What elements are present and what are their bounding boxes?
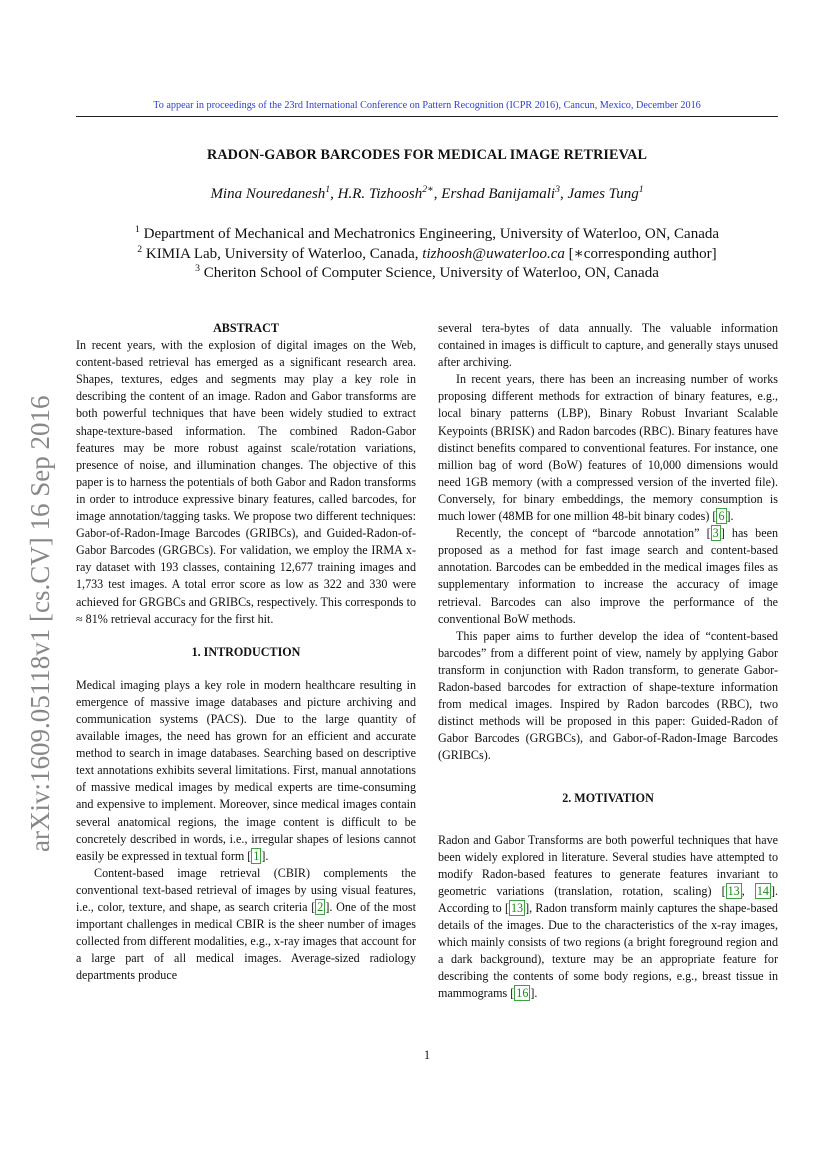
- author-list: Mina Nouredanesh$^1$, H.R. Tizhoosh$^{2∗}$, Ershad Banijamali$^3$, James Tung$^1$: [210, 184, 644, 202]
- header-rule: [76, 116, 778, 117]
- affiliation-1: $^1$ Department of Mechanical and Mechatronics Engineering, University of Waterloo, ON, Canada: [134, 224, 720, 242]
- introduction-heading: 1. INTRODUCTION: [191, 644, 301, 659]
- running-header: To appear in proceedings of the 23rd International Conference on Pattern Recognition (ICPR 2016), Cancun, Mexico, December 2016: [153, 100, 701, 111]
- abstract-text: In recent years, with the explosion of digital images on the Web, content-based retrieval has emerged as a significant research area. Shapes, textures, edges and segments may play a key role in describing the content of an image. Radon and Gabor transforms are both powerful techniques that have been widely studied to extract shape-texture-based information. The combined Radon-Gabor features may be more robust against scale/rotation variations, presence of noise, and illumination changes. The objective of this paper is to harness the potentials of both Gabor and Radon transforms in order to introduce expressive binary features, called barcodes, for image annotation/tagging tasks. We propose two different techniques: Gabor-of-Radon-Image Barcodes (GRIBCs), and Guided-Radon-of-Gabor Barcodes (GRGBCs). For validation, we employ the IRMA x-ray dataset with 193 classes, containing 12,677 training images and 1,733 test images. A total error score as low as 322 and 330 were achieved for GRGBCs and GRIBCs, respectively. This corresponds to ≈ 81% retrieval accuracy for the first hit.: [76, 338, 416, 626]
- intro-paragraph-5: Recently, the concept of “barcode annotation” [ 3 ] has been proposed as a method for fast image search and content-based annotation. Barcodes can be embedded in the medical images files as supplementary information to increase the accuracy of image retrieval. Barcodes can also improve the performance of the conventional BoW methods.: [438, 526, 778, 626]
- author-2: H.R. Tizhoosh: [337, 186, 423, 202]
- page-number: 1: [423, 1048, 431, 1062]
- affiliations: [76, 225, 778, 284]
- author-4: James Tung: [567, 186, 639, 202]
- citation-link[interactable]: 1: [253, 848, 260, 863]
- intro-paragraph-6: This paper aims to further develop the idea of “content-based barcodes” from a different point of view, namely by applying Gabor transform in conjunction with Radon transform, to generate Gabor-Radon-based barcodes for extraction of shape-texture information from medical images. Inspired by Radon barcodes (RBC), two distinct methods will be proposed in this paper: Guided-Radon of Gabor Barcodes (GRGBCs), and Gabor-of-Radon-Image Barcodes (GRIBCs).: [438, 628, 778, 763]
- author-4-sup: 1: [638, 184, 644, 195]
- author-3: Ershad Banijamali: [441, 186, 556, 202]
- paper-title: RADON-GABOR BARCODES FOR MEDICAL IMAGE RETRIEVAL: [206, 147, 648, 163]
- arxiv-sidebar-id: arXiv:1609.05118v1 [cs.CV] 16 Sep 2016: [25, 395, 55, 852]
- author-3-sup: 3: [555, 184, 560, 195]
- citation-link[interactable]: 13: [510, 900, 524, 915]
- citation-link[interactable]: 3: [712, 526, 719, 541]
- abstract-heading: ABSTRACT: [213, 321, 279, 335]
- author-1: Mina Nouredanesh: [210, 186, 326, 202]
- motivation-heading: 2. MOTIVATION: [562, 791, 654, 806]
- citation-link[interactable]: 13: [727, 883, 740, 898]
- right-column: [438, 320, 778, 1002]
- intro-paragraph-1: Medical imaging plays a key role in modern healthcare resulting in emergence of massive image databases and picture archiving and communication systems (PACS). Due to the large quantity of available images, the need has grown for an efficient and accurate method to search in image databases. Searching based on descriptive text annotations exhibits several limitations. First, manual annotations of massive medical images by medical experts are time-consuming and expensive to implement. Moreover, since medical images contain several anatomical regions, the image content is difficult to be concretely described in words, i.e., irregular shapes of lesions cannot easily be expressed in textual form [ 1 ].: [76, 677, 416, 863]
- citation-link[interactable]: 6: [718, 509, 725, 524]
- author-1-sup: 1: [325, 184, 331, 195]
- citation-link[interactable]: 14: [756, 883, 769, 898]
- citation-link[interactable]: 2: [317, 900, 324, 914]
- intro-paragraph-4: In recent years, there has been an increasing number of works proposing different methods for extraction of binary features, e.g., local binary patterns (LBP), Binary Robust Invariant Scalable Keypoints (BRISK) and Radon barcodes (RBC). Binary features have distinct benefits compared to conventional features. For instance, one million bag of word (BoW) features of 10,000 dimensions would need 1GB memory (with a compressed version of the inverted file). Conversely, for binary embeddings, the memory consumption is much lower (48MB for one million 48-bit binary codes) [ 6 ].: [438, 372, 778, 524]
- left-column: [76, 320, 416, 984]
- intro-paragraph-3: several tera-bytes of data annually. The valuable information contained in images is difficult to capture, and generally stays unused after archiving.: [438, 321, 778, 370]
- author-2-sup: 2∗: [422, 184, 434, 195]
- affiliation-3: $^3$ Cheriton School of Computer Science, University of Waterloo, ON, Canada: [195, 263, 659, 281]
- citation-link[interactable]: 16: [516, 986, 529, 1001]
- corresponding-email: tizhoosh@uwaterloo.ca: [422, 245, 565, 262]
- affiliation-2: $^2$ KIMIA Lab, University of Waterloo, Canada, tizhoosh@uwaterloo.ca [∗corresponding author]: [137, 243, 717, 262]
- motivation-paragraph-1: Radon and Gabor Transforms are both powerful techniques that have been widely explored in literature. Several studies have attempted to modify Radon-based features to generate features invariant to geometric variations (translation, rotation, scaling) [ 13 , 14 ]. According to [ 13 ], Radon transform mainly captures the shape-based details of the images. Due to the characteristics of the x-ray images, which mainly consists of two regions (a bright foreground region and a dark background), texture may be an appropriate feature for describing the contents of some body regions, e.g., breast tissue in mammograms [ 16 ].: [438, 832, 778, 1001]
- intro-paragraph-2: Content-based image retrieval (CBIR) complements the conventional text-based retrieval of images by using visual features, i.e., color, texture, and shape, as search criteria [ 2 ]. One of the most important challenges in medical CBIR is the sheer number of images collected from different modalities, e.g., x-ray images that account for a large part of all medical images. Average-sized radiology departments produce: [76, 865, 416, 983]
